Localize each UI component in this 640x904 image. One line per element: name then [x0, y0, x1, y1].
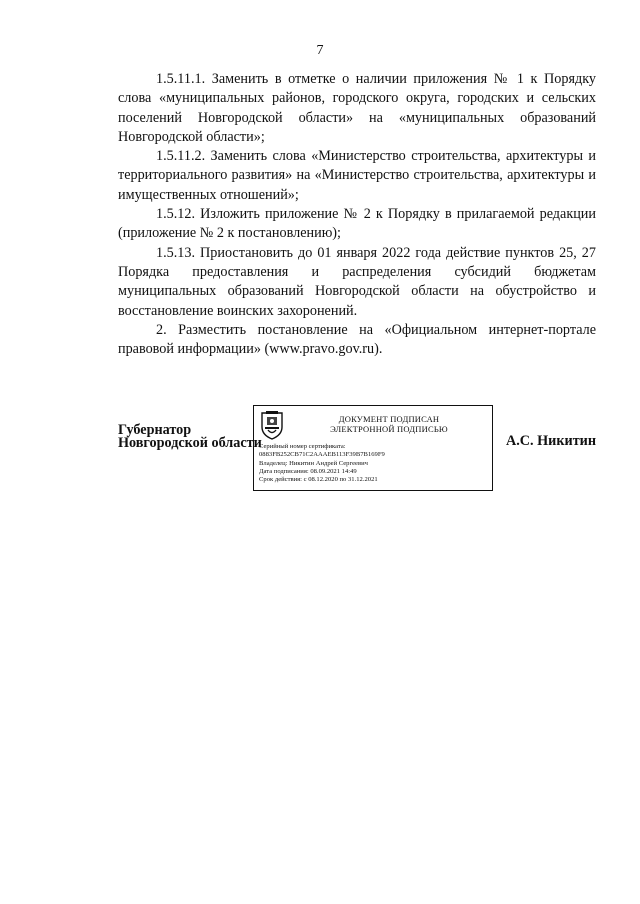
paragraph-1-5-13: 1.5.13. Приостановить до 01 января 2022 года действие пунктов 25, 27 Порядка предоставления и распределения субсидий бюджетам муниципальных образований Новгородской области на обустройство и восстановление воинских захоронений.: [118, 244, 596, 319]
stamp-title-line1: ДОКУМЕНТ ПОДПИСАН: [338, 414, 440, 424]
signer-name: А.С. Никитин: [506, 433, 597, 449]
document-body: [118, 70, 596, 359]
signer-position: [118, 424, 262, 450]
stamp-validity: Срок действия: с 08.12.2020 по 31.12.2021: [259, 476, 378, 484]
stamp-owner: Владелец: Никитин Андрей Сергеевич: [259, 459, 368, 467]
paragraph-1-5-12: 1.5.12. Изложить приложение № 2 к Порядку в прилагаемой редакции (приложение № 2 к постановлению);: [118, 206, 596, 242]
stamp-details: [259, 443, 489, 484]
stamp-signed-date: Дата подписания: 08.09.2021 14:49: [259, 467, 357, 475]
paragraph-1-5-11-2: 1.5.11.2. Заменить слова «Министерство строительства, архитектуры и территориального развития» на «Министерство строительства, архитектуры и имущественных отношений»;: [118, 148, 596, 203]
signer-position-line2: Новгородской области: [118, 435, 262, 451]
page-number: 7: [316, 43, 324, 58]
paragraph-1-5-11-1: 1.5.11.1. Заменить в отметке о наличии приложения № 1 к Порядку слова «муниципальных районов, городского округа, городских и сельских поселений Новгородской области» на «муниципальных образований Новгородской области»;: [118, 71, 596, 145]
paragraph-2: 2. Разместить постановление на «Официальном интернет-портале правовой информации» (www.pravo.gov.ru).: [118, 321, 596, 358]
stamp-title-line2: ЭЛЕКТРОННОЙ ПОДПИСЬЮ: [330, 424, 448, 434]
electronic-signature-stamp: [253, 405, 493, 491]
stamp-cert-label: Серийный номер сертификата:: [259, 443, 346, 450]
signer-position-line1: Губернатор: [118, 422, 192, 438]
stamp-title: [290, 414, 488, 434]
coat-of-arms-icon: [259, 410, 285, 440]
stamp-cert-serial: 0883FB252CB71C2AAAEB113F39B7B169F9: [259, 451, 385, 459]
